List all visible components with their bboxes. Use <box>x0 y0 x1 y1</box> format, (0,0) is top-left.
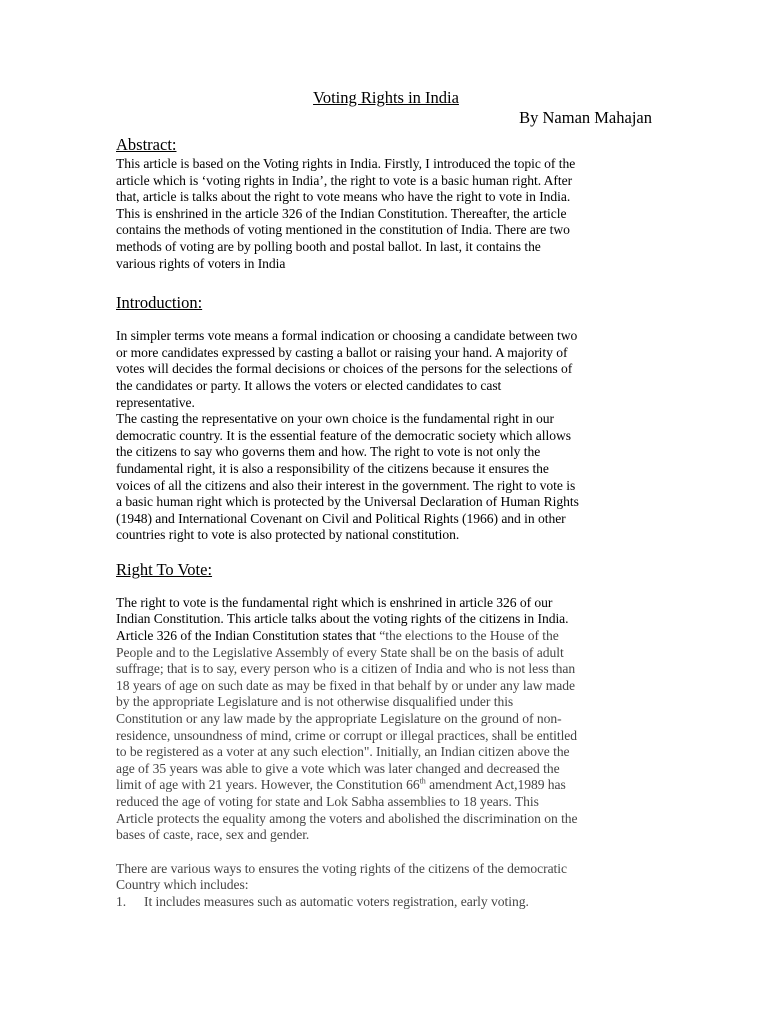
text-line: People and to the Legislative Assembly of every State shall be on the basis of adult <box>116 644 564 660</box>
text-line: to be registered as a voter at any such election". Initially, an Indian citizen above the <box>116 744 570 760</box>
text-line: fundamental right, it is also a responsibility of the citizens because it ensures the <box>116 460 549 476</box>
text-line: Article protects the equality among the voters and abolished the discrimination on the <box>116 810 578 826</box>
text-line: the candidates or party. It allows the voters or elected candidates to cast <box>116 377 502 393</box>
amendment-line-text: limit of age with 21 years. However, the Constitution 66 <box>116 777 420 793</box>
document-page <box>116 88 656 911</box>
text-line: In simpler terms vote means a formal indication or choosing a candidate between two <box>116 328 578 344</box>
text-line: contains the methods of voting mentioned in the constitution of India. There are two <box>116 222 570 238</box>
text-line: The casting the representative on your own choice is the fundamental right in our <box>116 411 554 427</box>
amendment-line-rest: amendment Act,1989 has <box>425 777 566 793</box>
text-line: age of 35 years was able to give a vote which was later changed and decreased the <box>116 760 560 776</box>
right-to-vote-heading: Right To Vote: <box>116 559 213 579</box>
text-line: representative. <box>116 394 195 410</box>
text-line: article which is ‘voting rights in India’, the right to vote is a basic human right. After <box>116 172 573 188</box>
text-line: that, article is talks about the right to vote means who have the right to vote in India. <box>116 189 571 205</box>
text-line: residence, unsoundness of mind, crime or corrupt or illegal practices, shall be entitled <box>116 727 578 743</box>
text-line: This article is based on the Voting rights in India. Firstly, I introduced the topic of the <box>116 156 576 171</box>
abstract-heading: Abstract: <box>116 135 177 154</box>
text-line: 18 years of age on such date as may be fixed in that behalf by or under any law made <box>116 677 575 693</box>
text-line: reduced the age of voting for state and Lok Sabha assemblies to 18 years. This <box>116 794 539 809</box>
text-line: methods of voting are by polling booth and postal ballot. In last, it contains the <box>116 238 541 254</box>
abstract-paragraph <box>116 156 656 272</box>
text-line: voices of all the citizens and also their interest in the government. The right to vote is <box>116 477 576 493</box>
text-line: by the appropriate Legislature and is not otherwise disqualified under this <box>116 694 514 710</box>
introduction-paragraph <box>116 328 656 544</box>
text-line: Indian Constitution. This article talks about the voting rights of the citizens in India. <box>116 611 569 627</box>
text-line: This is enshrined in the article 326 of the Indian Constitution. Thereafter, the article <box>116 205 567 221</box>
article-326-lead-in: Article 326 of the Indian Constitution states that <box>116 628 376 644</box>
text-line: a basic human right which is protected by the Universal Declaration of Human Rights <box>116 494 579 510</box>
introduction-heading: Introduction: <box>116 293 203 313</box>
right-to-vote-paragraph <box>116 595 656 844</box>
text-line: Constitution or any law made by the appropriate Legislature on the ground of non- <box>116 711 562 727</box>
text-line: There are various ways to ensures the voting rights of the citizens of the democratic <box>116 860 567 876</box>
list-item-text: It includes measures such as automatic voters registration, early voting. <box>144 893 529 909</box>
text-line: democratic country. It is the essential feature of the democratic society which allows <box>116 427 571 443</box>
text-line: Country which includes: <box>116 877 249 893</box>
voting-ways-paragraph <box>116 861 656 894</box>
text-line: bases of caste, race, sex and gender. <box>116 827 310 843</box>
list-item-number: 1. <box>116 893 127 909</box>
ordinal-superscript: th <box>419 776 426 786</box>
document-title: Voting Rights in India <box>313 88 459 107</box>
text-line: or more candidates expressed by casting a ballot or raising your hand. A majority of <box>116 344 568 360</box>
list-item <box>116 894 656 911</box>
text-line: The right to vote is the fundamental right which is enshrined in article 326 of our <box>116 594 553 610</box>
text-line: (1948) and International Covenant on Civil and Political Rights (1966) and in other <box>116 510 566 526</box>
text-line: votes will decides the formal decisions or choices of the persons for the selections of <box>116 361 573 377</box>
voting-ways-list <box>116 894 656 911</box>
document-author: By Naman Mahajan <box>519 108 652 127</box>
article-326-quote-start: “the elections to the House of the <box>375 628 559 644</box>
text-line: various rights of voters in India <box>116 255 286 271</box>
text-line: the citizens to say who governs them and how. The right to vote is not only the <box>116 444 541 460</box>
text-line: suffrage; that is to say, every person who is a citizen of India and who is not less than <box>116 661 576 677</box>
text-line: countries right to vote is also protected by national constitution. <box>116 527 460 543</box>
